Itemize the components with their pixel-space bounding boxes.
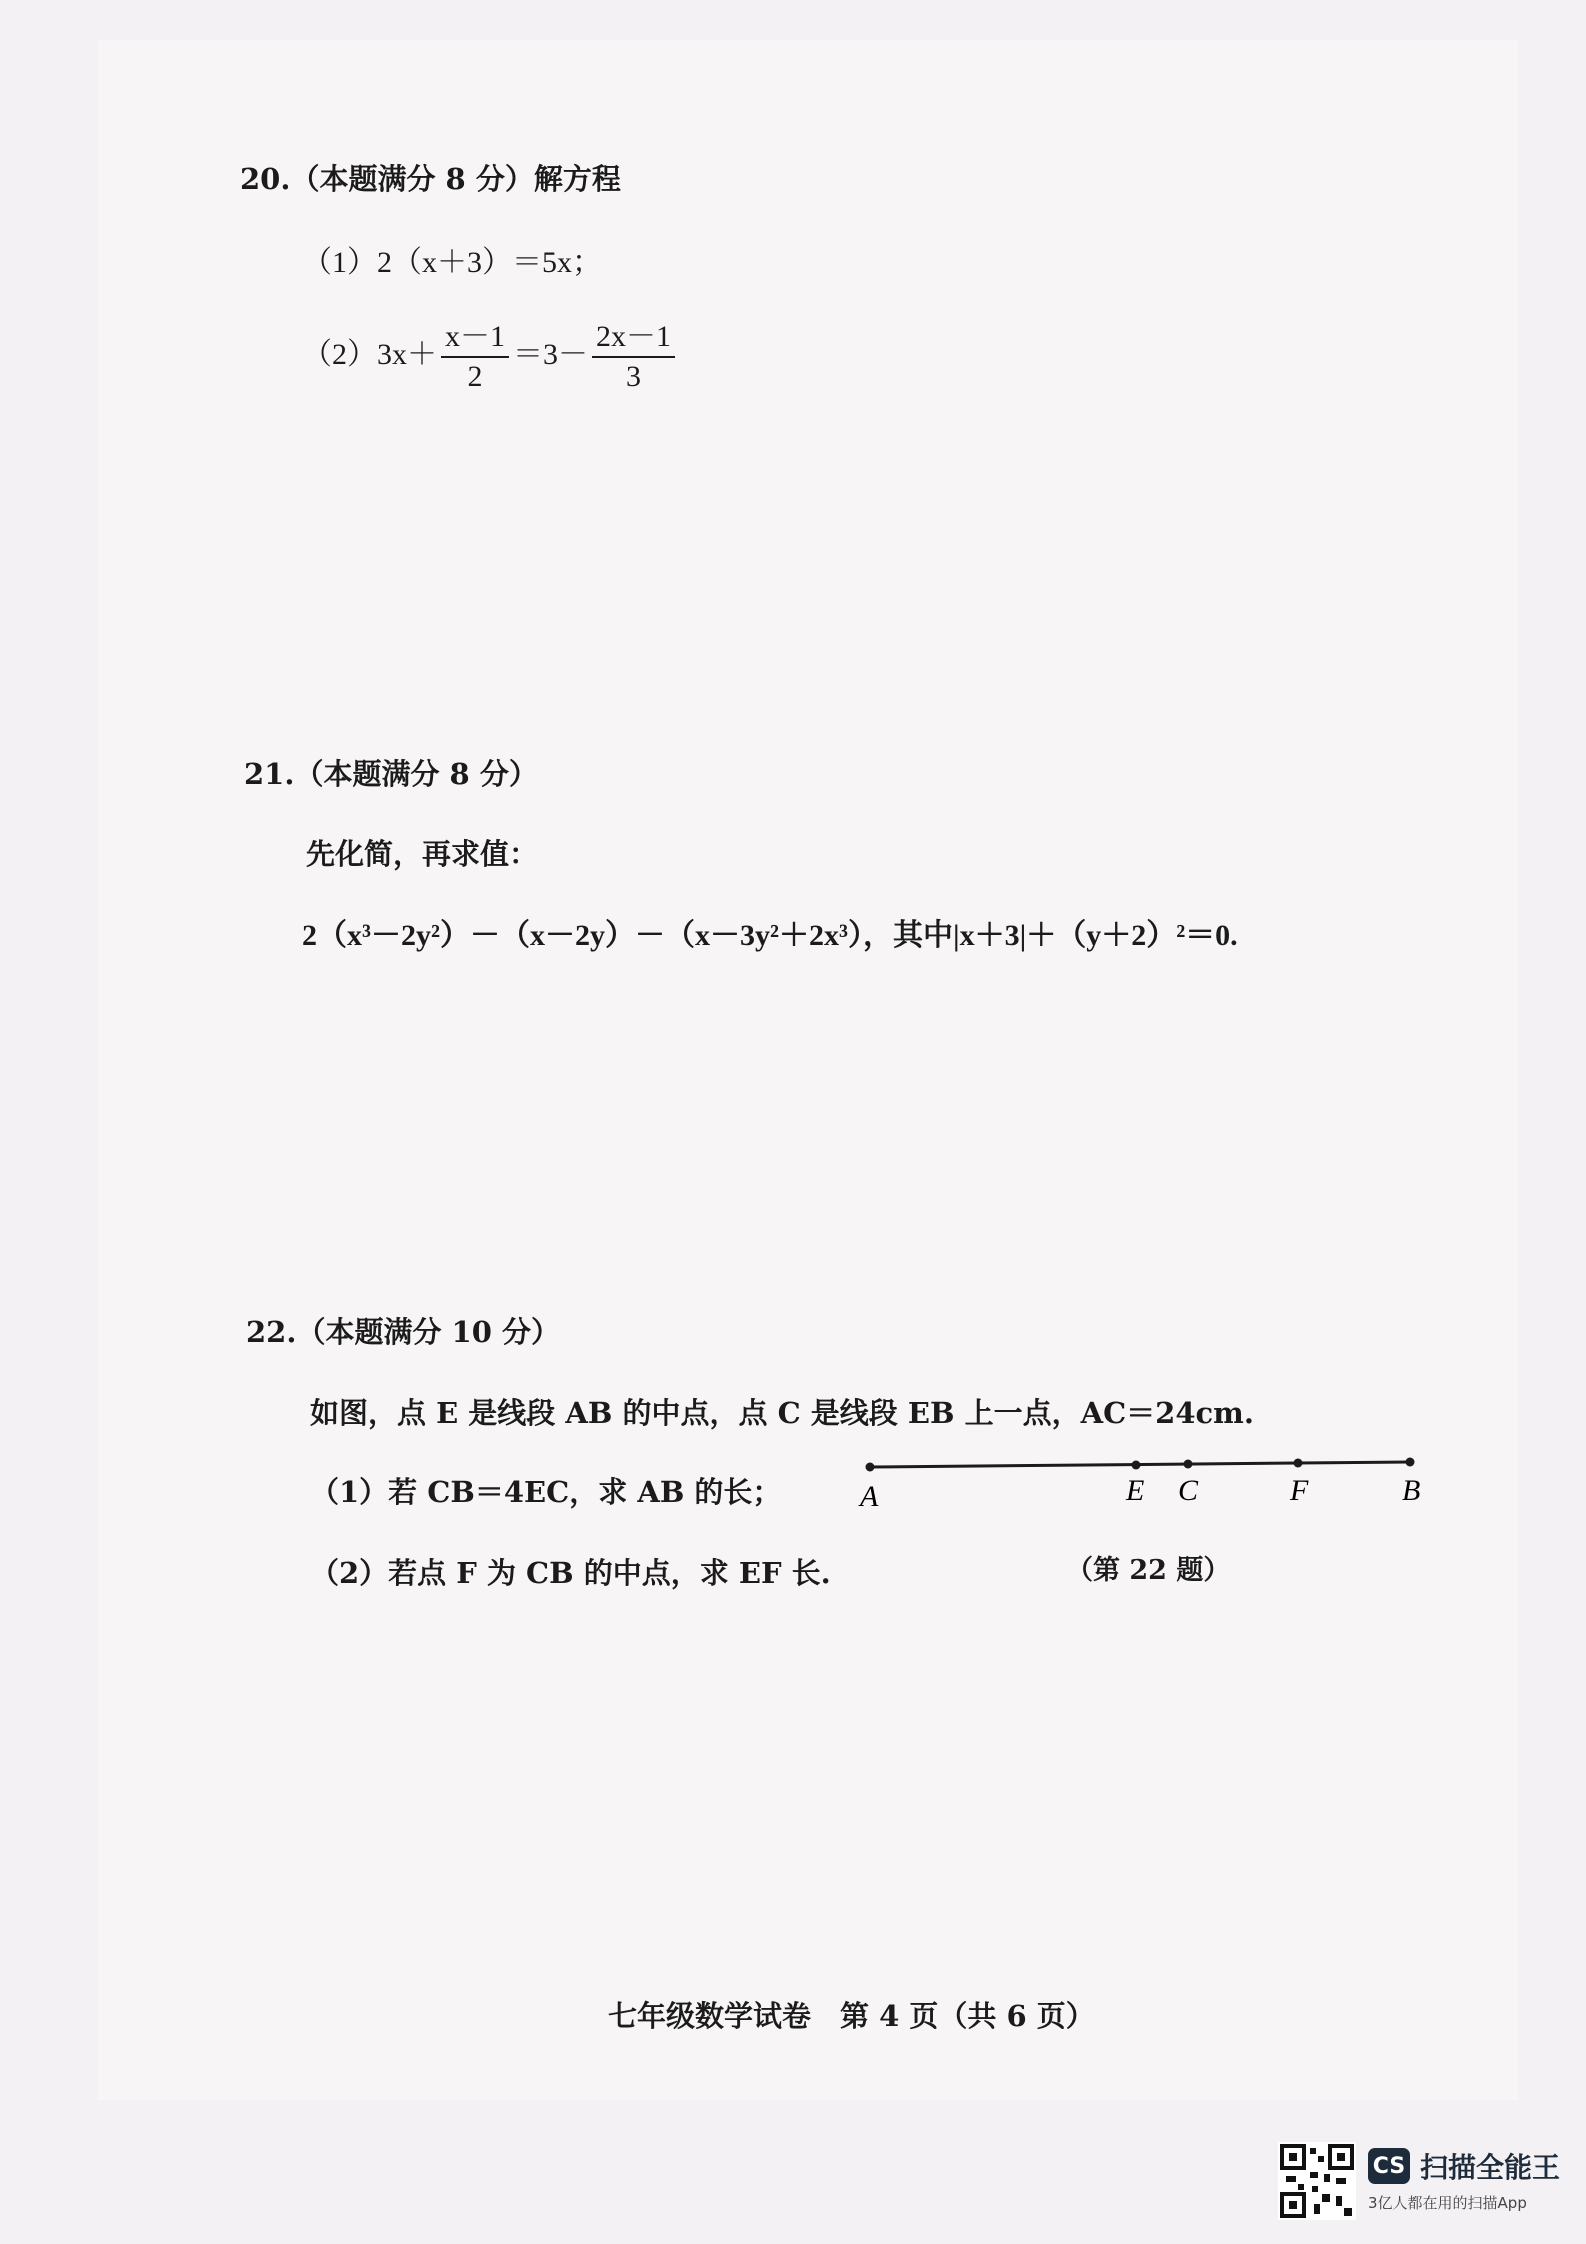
scanner-logo-icon: CS <box>1368 2148 1410 2184</box>
point-a-dot <box>866 1463 875 1472</box>
question-22-part-1: （1）若 CB＝4EC，求 AB 的长； <box>310 1475 782 1509</box>
question-20-part-2 <box>302 318 679 396</box>
fraction-1-numerator: x－1 <box>441 318 509 358</box>
fraction-2-denominator: 3 <box>626 360 641 393</box>
point-b-dot <box>1406 1458 1415 1467</box>
point-f-dot <box>1294 1459 1303 1468</box>
qr-code-icon <box>1278 2142 1356 2220</box>
fraction-2-numerator: 2x－1 <box>592 318 675 358</box>
question-21-instruction: 先化简，再求值： <box>306 837 539 871</box>
figure-caption: （第 22 题） <box>1066 1555 1231 1586</box>
scanner-app-name: 扫描全能王 <box>1420 2151 1561 2184</box>
question-21-expression: 2（x³－2y²）－（x－2y）－（x－3y²＋2x³），其中|x＋3|＋（y＋2）²＝0. <box>302 919 1238 952</box>
point-e-dot <box>1132 1461 1141 1470</box>
point-e-label: E <box>1126 1474 1145 1507</box>
question-22-title: 22.（本题满分 10 分） <box>246 1315 561 1349</box>
fraction-1-denominator: 2 <box>467 360 483 393</box>
question-20-title: 20.（本题满分 8 分）解方程 <box>240 162 621 196</box>
question-21-title: 21.（本题满分 8 分） <box>244 757 538 791</box>
segment-figure <box>850 1440 1440 1520</box>
fraction-1 <box>441 318 509 396</box>
part-2-prefix: （2）3x＋ <box>302 337 437 371</box>
point-c-dot <box>1184 1460 1193 1469</box>
question-20-part-1: （1）2（x＋3）＝5x； <box>302 246 602 279</box>
scanner-tagline: 3亿人都在用的扫描App <box>1368 2194 1527 2212</box>
point-a-label: A <box>860 1480 879 1513</box>
point-c-label: C <box>1178 1474 1199 1507</box>
page-footer: 七年级数学试卷 第 4 页（共 6 页） <box>608 1999 1095 2033</box>
point-b-label: B <box>1402 1474 1421 1507</box>
fraction-2 <box>592 318 675 396</box>
question-22-stem: 如图，点 E 是线段 AB 的中点，点 C 是线段 EB 上一点，AC＝24cm. <box>310 1396 1254 1430</box>
question-22-part-2: （2）若点 F 为 CB 的中点，求 EF 长. <box>310 1556 831 1590</box>
point-f-label: F <box>1290 1474 1309 1507</box>
part-2-middle: ＝3－ <box>513 337 588 371</box>
